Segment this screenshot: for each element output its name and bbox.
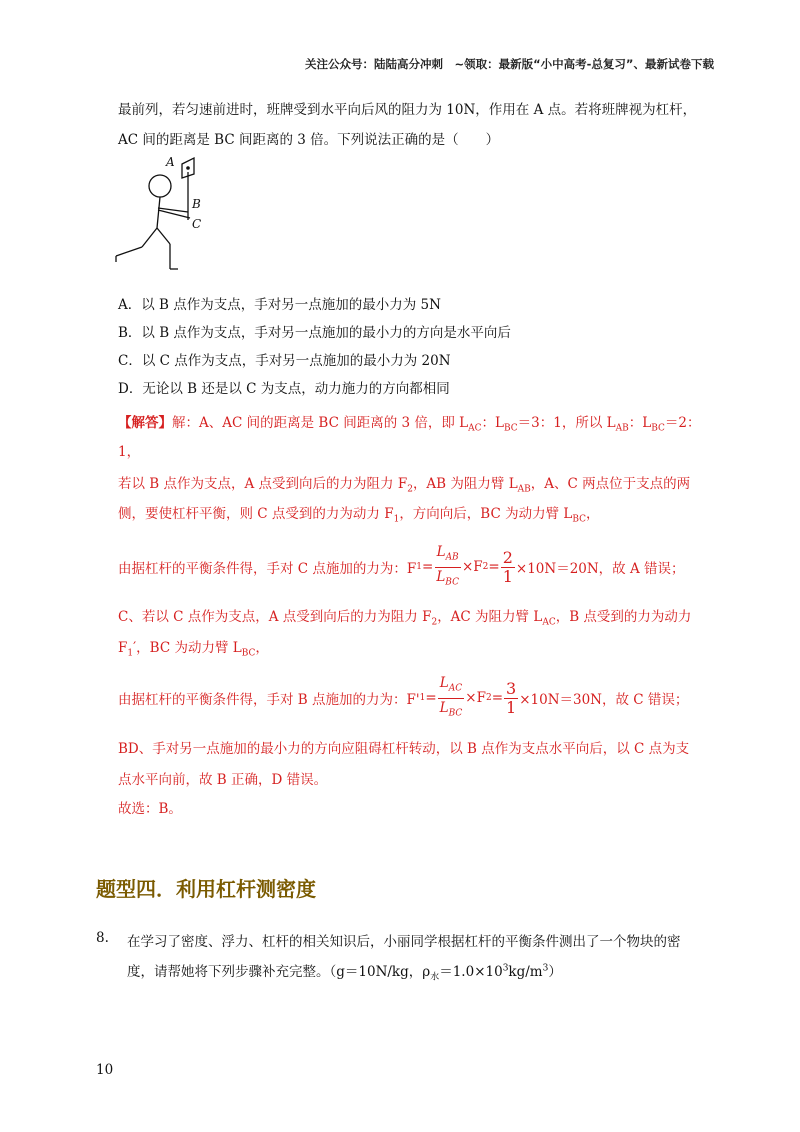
fraction-3-1: $\frac{3}{1}$: [506, 678, 517, 717]
answer-para-2: 若以 B 点作为支点，A 点受到向后的力为阻力 $F_2$，AB 为阻力臂 $L_{AB}$，A、C 两点位于支点的两: [118, 476, 691, 495]
option-a: A．以 B 点作为支点，手对另一点施加的最小力为 5N: [118, 297, 441, 313]
answer-para-4-line-2: 点水平向前，故 B 正确，D 错误。: [118, 772, 328, 788]
answer-para-4: BD、手对另一点施加的最小力的方向应阻碍杠杆转动，以 B 点作为支点水平向后，以 C 点为支: [118, 741, 690, 757]
answer-para-1: 【解答】解：A、AC 间的距离是 BC 间距离的 3 倍，即 $L_{AC}$：$L_{BC}=3$：1，所以 $L_{AB}$：$L_{BC}=2$：: [118, 415, 701, 434]
question-8-line-2: 度，请帮她将下列步骤补充完整。（g＝10N/kg，$\rho_水=1.0\times 10^3kg/m^3$）: [127, 963, 562, 983]
answer-tag: 【解答】: [118, 415, 172, 431]
question-8-line-1: 在学习了密度、浮力、杠杆的相关知识后，小丽同学根据杠杆的平衡条件测出了一个物块的密: [127, 934, 681, 950]
question-line-1: 最前列，若匀速前进时，班牌受到水平向后风的阻力为 10N，作用在 A 点。若将班牌视为杠杆，: [118, 102, 697, 118]
answer-para-1-line-2: 1，: [118, 444, 141, 460]
fraction-2-1: $\frac{2}{1}$: [502, 547, 513, 586]
answer-choice: 故选：B。: [118, 801, 182, 817]
answer-para-3: C、若以 C 点作为支点，A 点受到向后的力为阻力 $F_2$，AC 为阻力臂 $L_{AC}$，B 点受到的力为动力: [118, 609, 692, 628]
page-number: 10: [96, 1062, 114, 1078]
formula-2: 由据杠杆的平衡条件得，手对 B 点施加的力为：F' 1 = $\frac{L_{AC}}{L_{BC}}$ ×F 2 = $\frac{3}{1}$ ×10N＝30N，故 C 错误；: [118, 674, 718, 722]
question-8-number: 8.: [96, 930, 109, 946]
fraction-lac-lbc: $\frac{L_{AC}}{L_{BC}}$: [439, 675, 463, 719]
question-line-2: AC 间的距离是 BC 间距离的 3 倍。下列说法正确的是（ ）: [118, 132, 500, 148]
option-b: B．以 B 点作为支点，手对另一点施加的最小力的方向是水平向后: [118, 325, 511, 341]
section-title: 题型四．利用杠杆测密度: [96, 877, 316, 901]
answer-para-2-line-2: 侧，要使杠杆平衡，则 C 点受到的力为动力 $F_1$，方向向后，BC 为动力臂 $L_{BC}$，: [118, 506, 600, 525]
fraction-lab-lbc: $\frac{L_{AB}}{L_{BC}}$: [436, 544, 459, 588]
page-header: 关注公众号：陆陆高分冲刺 ~领取：最新版“小中高考-总复习”、最新试卷下载: [304, 57, 714, 71]
figure-label-a: A: [166, 155, 175, 169]
answer-para-3-line-2: $F_1'$，BC 为动力臂 $L_{BC}$，: [118, 640, 269, 659]
option-c: C．以 C 点作为支点，手对另一点施加的最小力为 20N: [118, 353, 451, 369]
formula-1: 由据杠杆的平衡条件得，手对 C 点施加的力为：F 1 = $\frac{L_{AB}}{L_{BC}}$ ×F 2 = $\frac{2}{1}$ ×10N＝20N，故 A 错误；: [118, 543, 718, 591]
runner-figure: [108, 152, 208, 277]
figure-label-c: C: [192, 217, 202, 231]
figure-label-b: B: [192, 197, 201, 211]
option-d: D．无论以 B 还是以 C 为支点，动力施力的方向都相同: [118, 381, 450, 397]
